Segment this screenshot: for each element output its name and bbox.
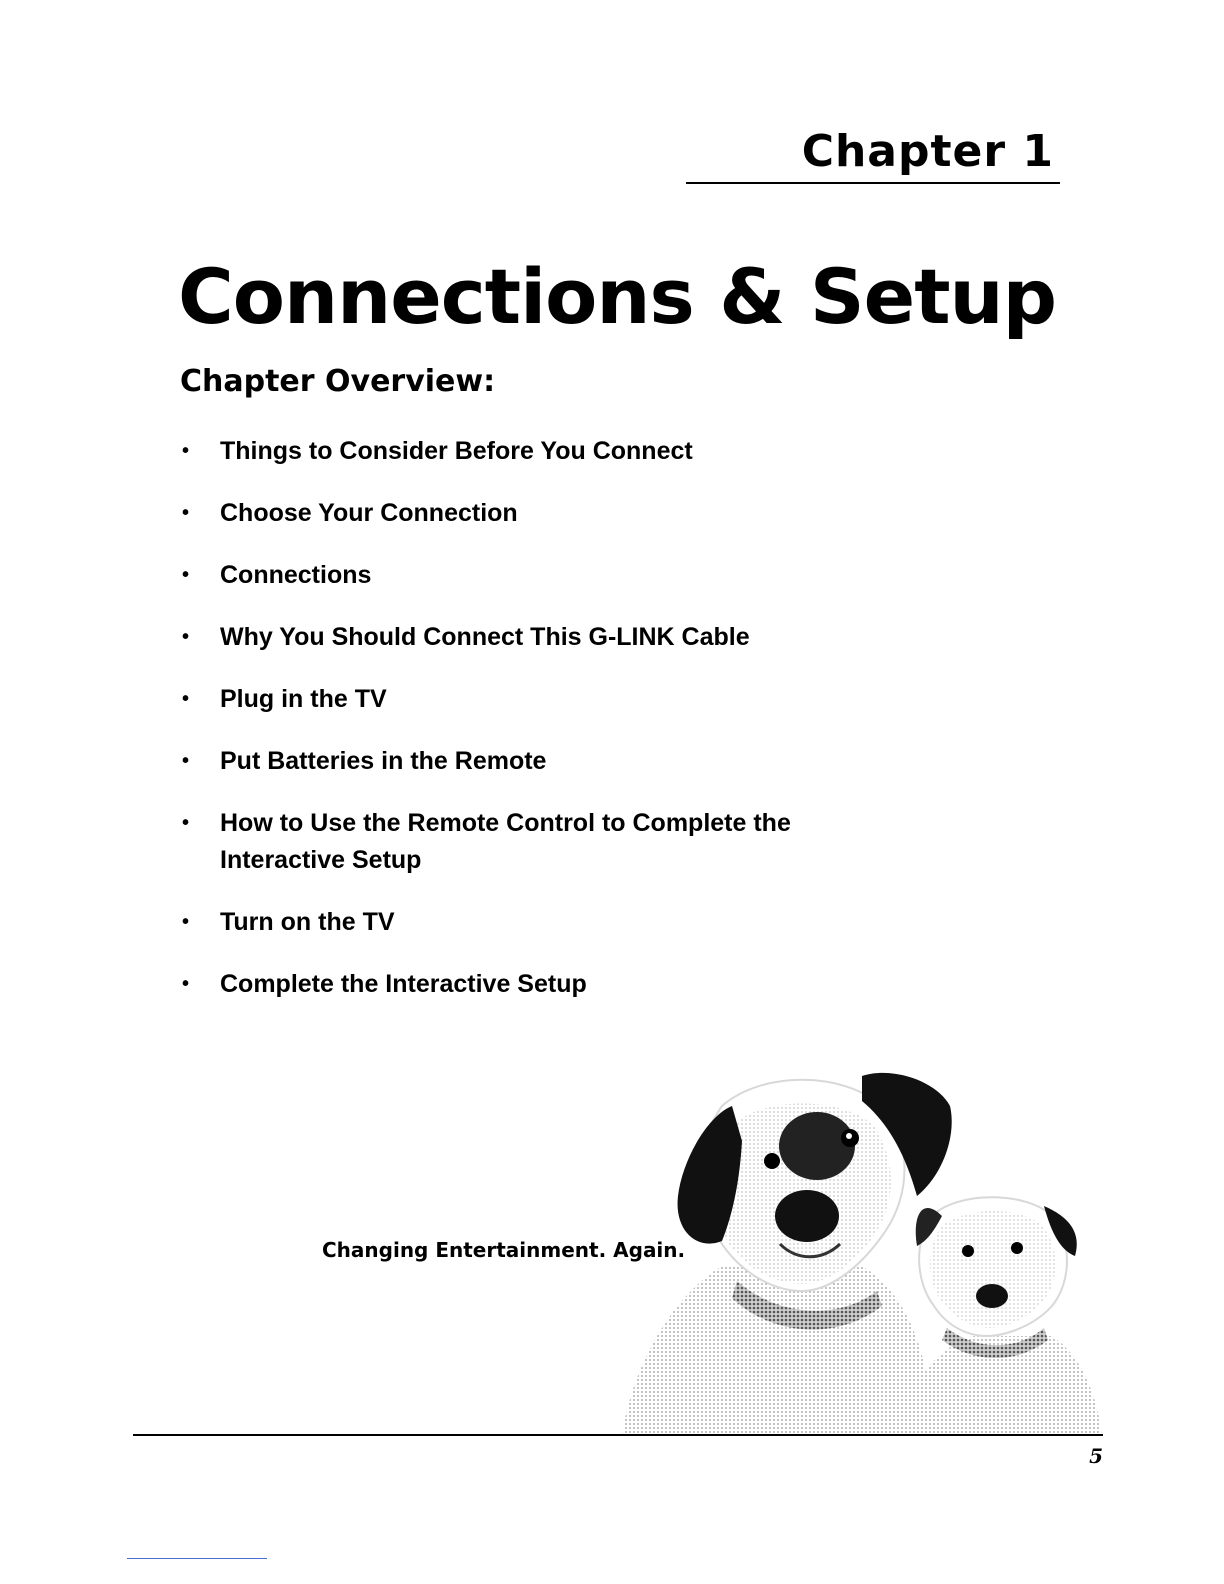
list-item: • Connections [180,557,880,594]
chapter-label: Chapter 1 [801,126,1054,177]
bullet-icon: • [182,973,190,995]
list-item: • Complete the Interactive Setup [180,966,880,1003]
bullet-icon: • [182,911,190,933]
footer-rule [133,1434,1103,1436]
bullet-icon: • [182,626,190,648]
list-item: • Turn on the TV [180,904,880,941]
bullet-icon: • [182,502,190,524]
bullet-icon: • [182,750,190,772]
list-item: • Plug in the TV [180,681,880,718]
overview-heading: Chapter Overview: [180,364,496,399]
list-item: • Put Batteries in the Remote [180,743,880,780]
two-dogs-photo-icon [612,1066,1102,1436]
list-item: • Why You Should Connect This G-LINK Cable [180,619,880,656]
bullet-icon: • [182,564,190,586]
page-title: Connections & Setup [178,252,1057,341]
page-number: 5 [1089,1444,1103,1468]
bullet-icon: • [182,440,190,462]
scan-artifact-line [127,1558,267,1559]
bullet-icon: • [182,812,190,834]
tagline: Changing Entertainment. Again. [322,1238,686,1262]
bullet-icon: • [182,688,190,710]
list-item: • Choose Your Connection [180,495,880,532]
list-item: • Things to Consider Before You Connect [180,433,880,470]
overview-list [180,433,880,1028]
chapter-rule [686,182,1060,184]
list-item: • How to Use the Remote Control to Complete the Interactive Setup [180,805,840,879]
